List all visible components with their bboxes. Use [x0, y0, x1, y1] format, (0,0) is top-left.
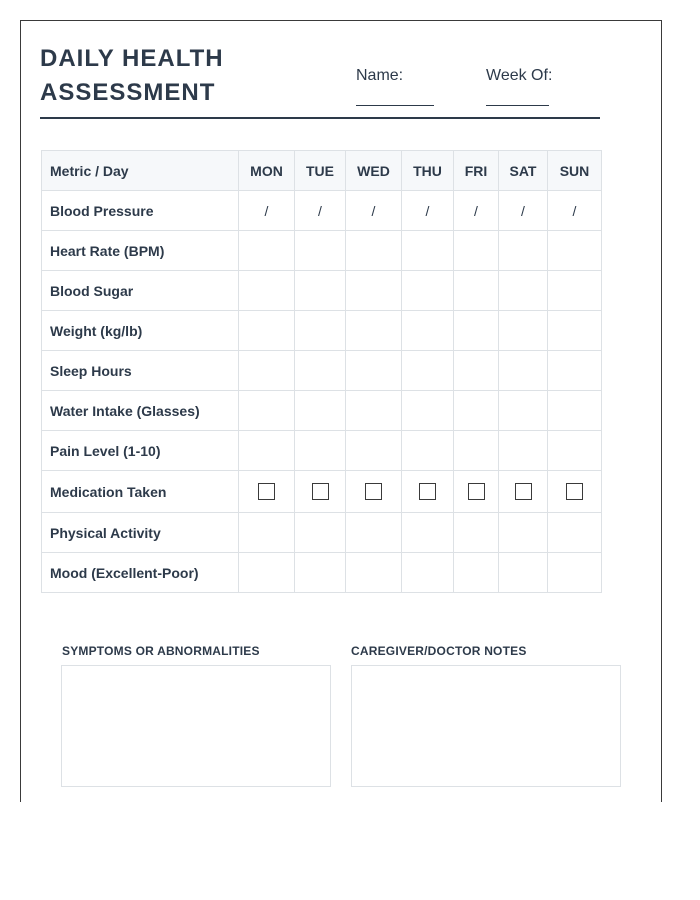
table-row: [42, 471, 602, 513]
day-header-sat: SAT: [499, 151, 548, 191]
entry-cell-wed[interactable]: /: [346, 191, 402, 231]
entry-cell-wed[interactable]: [346, 431, 402, 471]
table-header-row: [42, 151, 602, 191]
entry-cell-fri[interactable]: [454, 513, 499, 553]
entry-cell-sun[interactable]: [548, 513, 602, 553]
entry-cell-tue[interactable]: [295, 351, 346, 391]
table-row: [42, 513, 602, 553]
table-row: [42, 271, 602, 311]
entry-cell-thu[interactable]: [402, 271, 454, 311]
entry-cell-sun[interactable]: [548, 351, 602, 391]
entry-cell-fri[interactable]: [454, 391, 499, 431]
entry-cell-fri[interactable]: [454, 351, 499, 391]
entry-cell-wed[interactable]: [346, 553, 402, 593]
entry-cell-mon[interactable]: [239, 351, 295, 391]
entry-cell-mon[interactable]: [239, 311, 295, 351]
entry-cell-sun[interactable]: /: [548, 191, 602, 231]
entry-cell-tue[interactable]: [295, 391, 346, 431]
metric-day-header: Metric / Day: [42, 151, 239, 191]
medication-checkbox-wed[interactable]: [365, 483, 382, 500]
entry-cell-thu[interactable]: [402, 351, 454, 391]
table-row: [42, 191, 602, 231]
table-body: [42, 191, 602, 593]
form-header: [40, 42, 600, 119]
entry-cell-sat[interactable]: /: [499, 191, 548, 231]
entry-cell-mon[interactable]: /: [239, 191, 295, 231]
medication-checkbox-sat[interactable]: [515, 483, 532, 500]
entry-cell-sun[interactable]: [548, 311, 602, 351]
entry-cell-thu[interactable]: [402, 431, 454, 471]
medication-cell-wed: [346, 471, 402, 513]
entry-cell-sun[interactable]: [548, 553, 602, 593]
entry-cell-wed[interactable]: [346, 231, 402, 271]
medication-cell-fri: [454, 471, 499, 513]
entry-cell-wed[interactable]: [346, 271, 402, 311]
entry-cell-sat[interactable]: [499, 553, 548, 593]
caregiver-notes-label: CAREGIVER/DOCTOR NOTES: [351, 644, 527, 658]
week-of-label: Week Of:: [486, 67, 553, 84]
entry-cell-tue[interactable]: [295, 271, 346, 311]
table-row: [42, 391, 602, 431]
entry-cell-sat[interactable]: [499, 231, 548, 271]
medication-checkbox-sun[interactable]: [566, 483, 583, 500]
entry-cell-mon[interactable]: [239, 431, 295, 471]
metric-label: Heart Rate (BPM): [42, 231, 239, 271]
entry-cell-sun[interactable]: [548, 431, 602, 471]
medication-checkbox-fri[interactable]: [468, 483, 485, 500]
metric-label: Blood Sugar: [42, 271, 239, 311]
entry-cell-mon[interactable]: [239, 553, 295, 593]
metric-label: Physical Activity: [42, 513, 239, 553]
day-header-thu: THU: [402, 151, 454, 191]
entry-cell-sat[interactable]: [499, 351, 548, 391]
entry-cell-tue[interactable]: [295, 431, 346, 471]
entry-cell-tue[interactable]: [295, 513, 346, 553]
metric-label: Sleep Hours: [42, 351, 239, 391]
entry-cell-sun[interactable]: [548, 271, 602, 311]
entry-cell-sun[interactable]: [548, 391, 602, 431]
day-header-wed: WED: [346, 151, 402, 191]
table-row: [42, 231, 602, 271]
day-header-tue: TUE: [295, 151, 346, 191]
metric-label: Medication Taken: [42, 471, 239, 513]
entry-cell-wed[interactable]: [346, 351, 402, 391]
health-metrics-table-wrap: [41, 150, 601, 593]
table-row: [42, 311, 602, 351]
entry-cell-sat[interactable]: [499, 311, 548, 351]
entry-cell-mon[interactable]: [239, 271, 295, 311]
table-row: [42, 553, 602, 593]
entry-cell-sun[interactable]: [548, 231, 602, 271]
entry-cell-fri[interactable]: [454, 431, 499, 471]
entry-cell-sat[interactable]: [499, 271, 548, 311]
medication-cell-tue: [295, 471, 346, 513]
entry-cell-sat[interactable]: [499, 431, 548, 471]
day-header-mon: MON: [239, 151, 295, 191]
symptoms-label: SYMPTOMS OR ABNORMALITIES: [62, 644, 260, 658]
medication-cell-mon: [239, 471, 295, 513]
medication-cell-sun: [548, 471, 602, 513]
page-title: [40, 42, 224, 110]
day-header-sun: SUN: [548, 151, 602, 191]
medication-checkbox-mon[interactable]: [258, 483, 275, 500]
entry-cell-thu[interactable]: [402, 311, 454, 351]
symptoms-notes-box[interactable]: [61, 665, 331, 787]
entry-cell-thu[interactable]: /: [402, 191, 454, 231]
metric-label: Weight (kg/lb): [42, 311, 239, 351]
metric-label: Pain Level (1-10): [42, 431, 239, 471]
entry-cell-fri[interactable]: [454, 311, 499, 351]
entry-cell-sat[interactable]: [499, 513, 548, 553]
caregiver-notes-box[interactable]: [351, 665, 621, 787]
table-row: [42, 351, 602, 391]
entry-cell-mon[interactable]: [239, 391, 295, 431]
entry-cell-fri[interactable]: [454, 271, 499, 311]
title-line-1: DAILY HEALTH: [40, 45, 224, 72]
metric-label: Mood (Excellent-Poor): [42, 553, 239, 593]
entry-cell-fri[interactable]: /: [454, 191, 499, 231]
entry-cell-tue[interactable]: /: [295, 191, 346, 231]
week-of-field[interactable]: [486, 105, 549, 106]
title-line-2: ASSESSMENT: [40, 79, 216, 106]
entry-cell-thu[interactable]: [402, 553, 454, 593]
entry-cell-sat[interactable]: [499, 391, 548, 431]
entry-cell-tue[interactable]: [295, 553, 346, 593]
medication-cell-thu: [402, 471, 454, 513]
table-row: [42, 431, 602, 471]
entry-cell-wed[interactable]: [346, 513, 402, 553]
metric-label: Blood Pressure: [42, 191, 239, 231]
entry-cell-wed[interactable]: [346, 311, 402, 351]
entry-cell-fri[interactable]: [454, 553, 499, 593]
entry-cell-mon[interactable]: [239, 513, 295, 553]
name-field[interactable]: [356, 105, 434, 106]
entry-cell-thu[interactable]: [402, 391, 454, 431]
medication-checkbox-tue[interactable]: [312, 483, 329, 500]
name-label: Name:: [356, 67, 404, 84]
entry-cell-mon[interactable]: [239, 231, 295, 271]
entry-cell-fri[interactable]: [454, 231, 499, 271]
entry-cell-tue[interactable]: [295, 231, 346, 271]
entry-cell-thu[interactable]: [402, 513, 454, 553]
medication-checkbox-thu[interactable]: [419, 483, 436, 500]
metric-label: Water Intake (Glasses): [42, 391, 239, 431]
health-metrics-table: [41, 150, 602, 593]
day-header-fri: FRI: [454, 151, 499, 191]
entry-cell-tue[interactable]: [295, 311, 346, 351]
entry-cell-wed[interactable]: [346, 391, 402, 431]
entry-cell-thu[interactable]: [402, 231, 454, 271]
medication-cell-sat: [499, 471, 548, 513]
